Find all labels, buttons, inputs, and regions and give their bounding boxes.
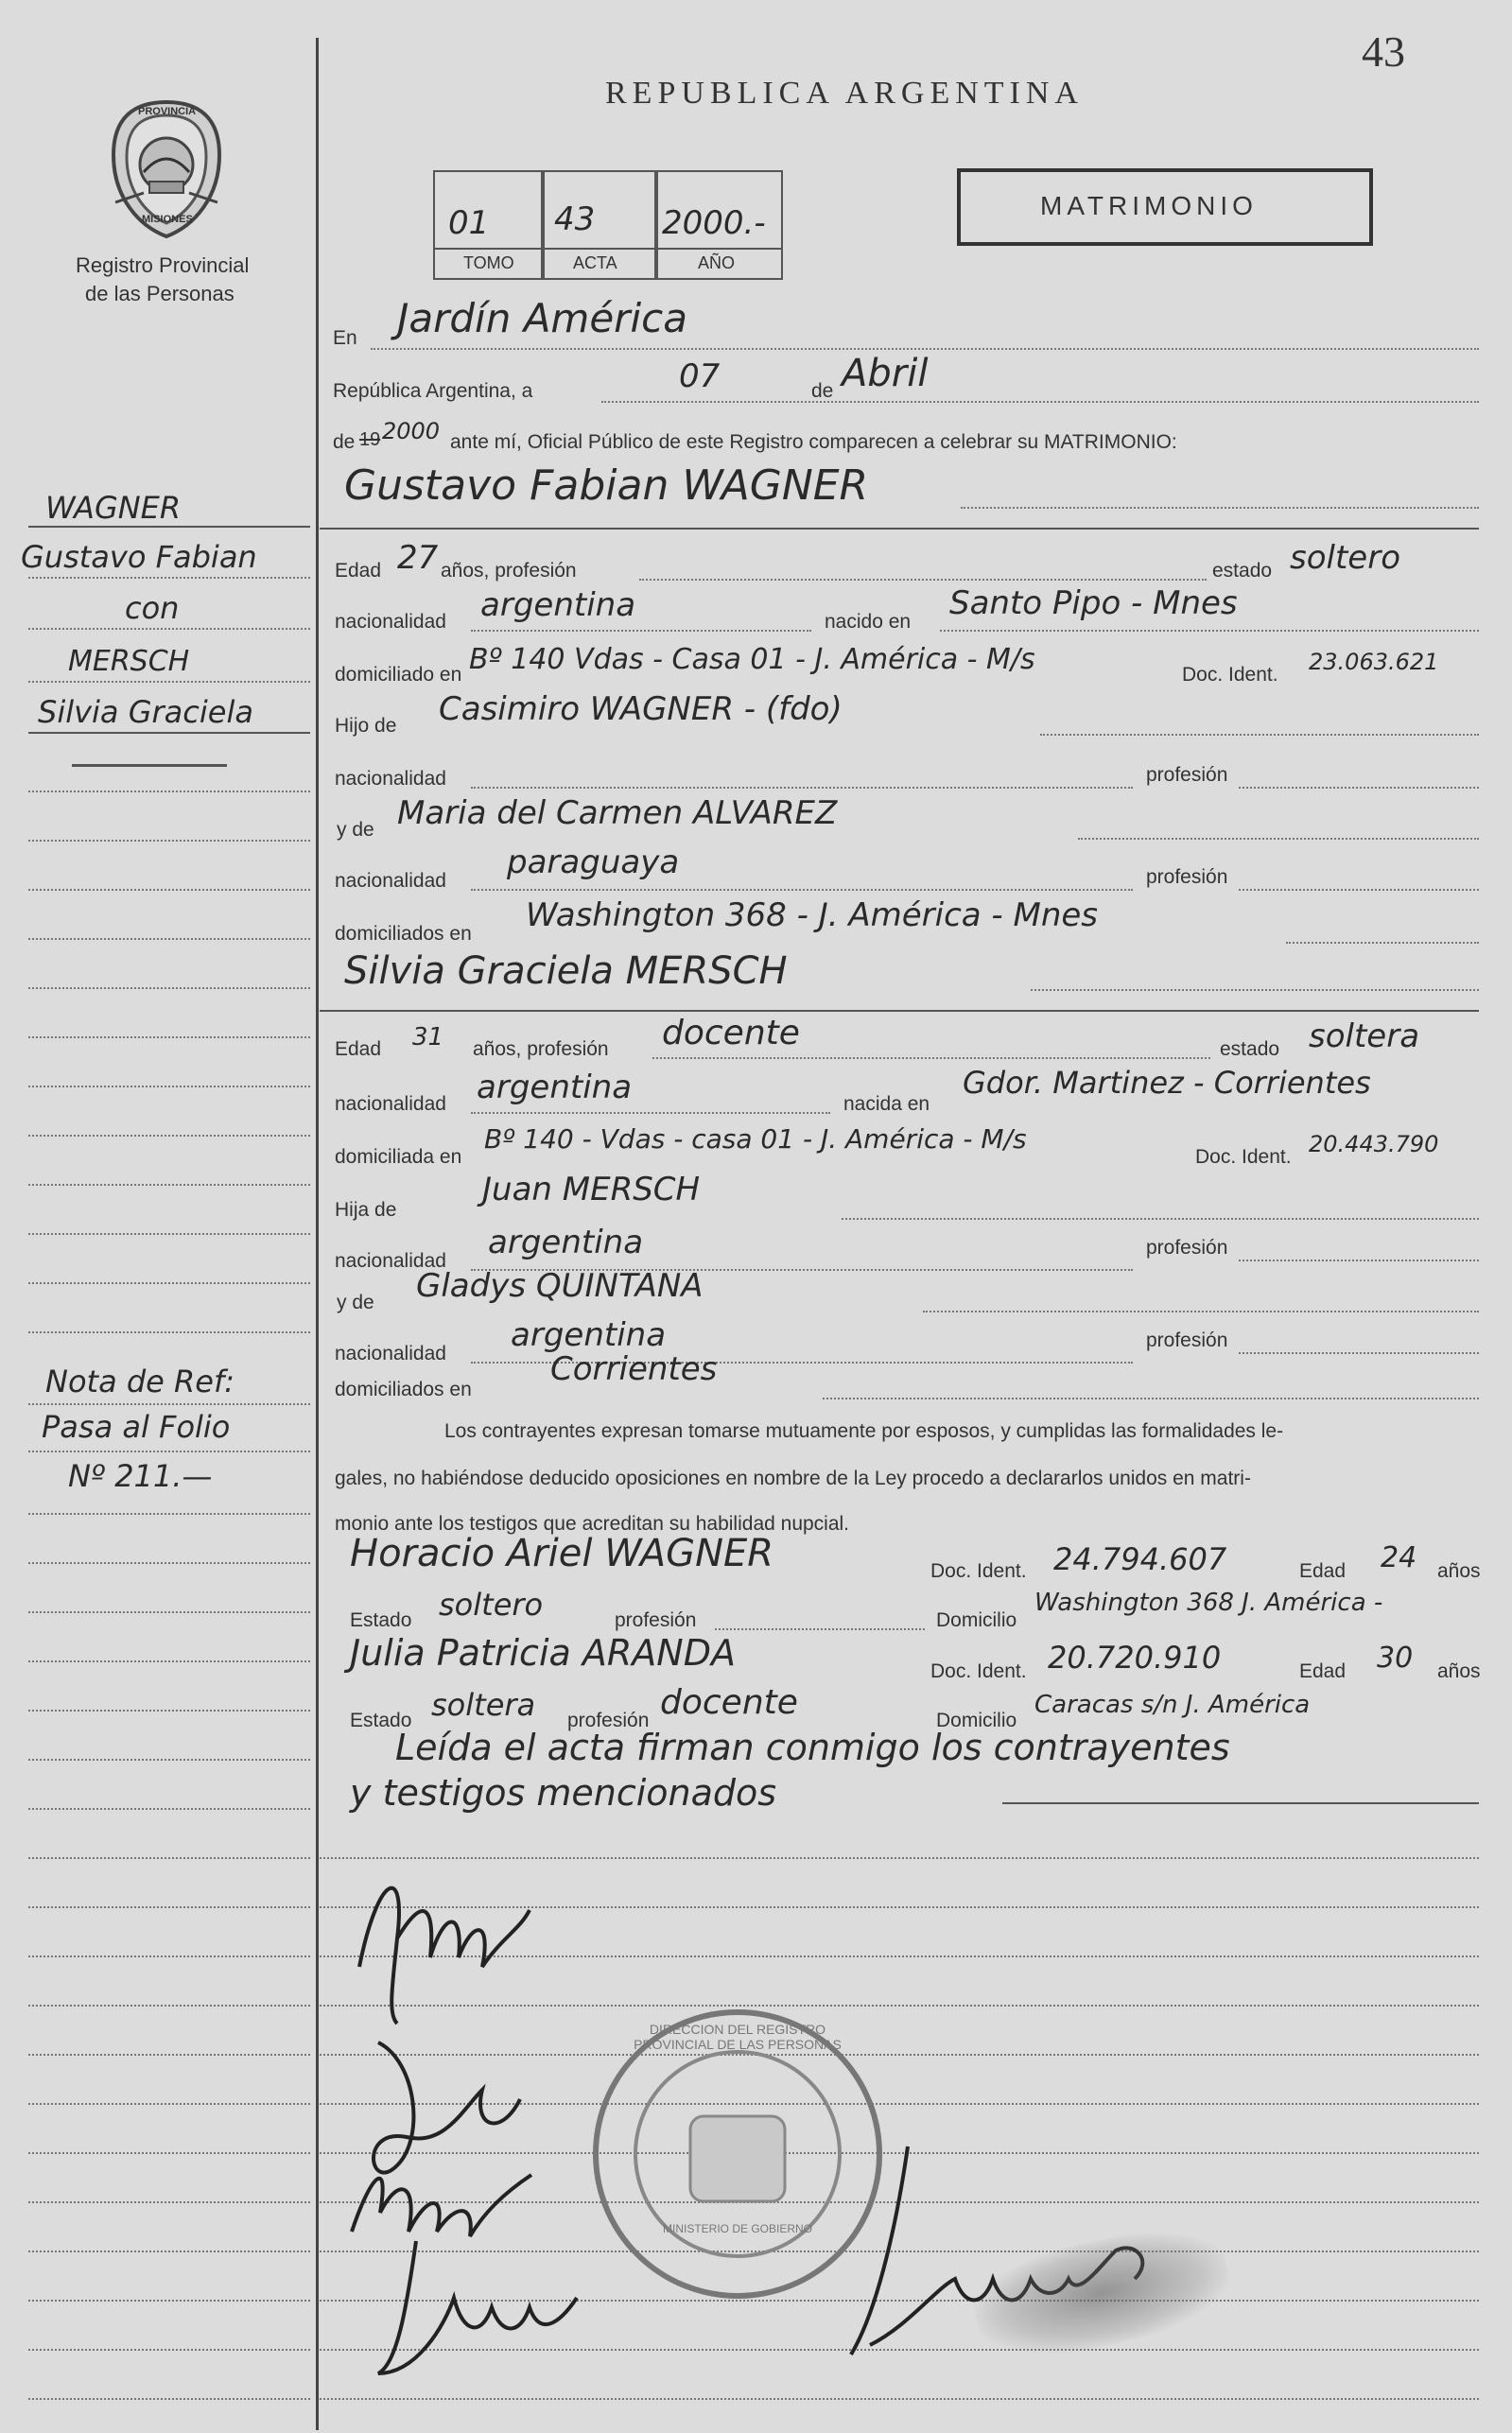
margin-bride-given: Silvia Graciela	[38, 694, 253, 730]
groom-edad-label: Edad	[335, 560, 382, 582]
witness2-edad-label: Edad	[1299, 1660, 1347, 1682]
groom-doc-label: Doc. Ident.	[1182, 664, 1278, 686]
bride-nationality: argentina	[477, 1069, 633, 1106]
witness1-address: Washington 368 J. América -	[1034, 1589, 1383, 1617]
groom-mother: Maria del Carmen ALVAREZ	[397, 794, 838, 832]
witness2-doc: 20.720.910	[1048, 1640, 1222, 1676]
groom-nationality: argentina	[480, 586, 636, 624]
witness2-doc-label: Doc. Ident.	[930, 1660, 1027, 1682]
en-label: En	[333, 327, 357, 349]
groom-name: Gustavo Fabian WAGNER	[344, 461, 869, 510]
groom-profesion-label: años, profesión	[441, 560, 577, 582]
page-number: 43	[1362, 27, 1405, 76]
signature-groom	[340, 1853, 548, 2033]
margin-note-line3: Nº 211.—	[68, 1458, 213, 1494]
provincial-seal	[106, 98, 227, 240]
bride-doc: 20.443.790	[1309, 1131, 1439, 1157]
stamp-inner-text: MINISTERIO DE GOBIERNO	[662, 2222, 812, 2235]
stamp-ring-text: DIRECCION DEL REGISTRO PROVINCIAL DE LAS PERSONAS	[634, 2022, 842, 2052]
groom-nacido-label: nacido en	[825, 611, 912, 633]
margin-note-line2: Pasa al Folio	[42, 1409, 231, 1445]
de-label: de	[811, 380, 834, 402]
groom-civil-status: soltero	[1290, 539, 1400, 577]
groom-nat-label: nacionalidad	[335, 611, 446, 633]
groom-birthplace: Santo Pipo - Mnes	[949, 584, 1238, 622]
bride-yde-label: y de	[337, 1292, 374, 1313]
margin-divider	[316, 38, 319, 2430]
bride-parents-dom-label: domiciliados en	[335, 1379, 472, 1400]
groom-parents-address: Washington 368 - J. América - Mnes	[526, 896, 1098, 934]
bride-name: Silvia Graciela MERSCH	[344, 949, 788, 993]
witness2-civil-status: soltera	[431, 1687, 536, 1723]
bride-profession: docente	[662, 1014, 800, 1052]
de2-label: de	[333, 431, 356, 453]
groom-parents-dom-label: domiciliados en	[335, 923, 472, 945]
bride-mother-nationality: argentina	[511, 1316, 667, 1354]
declaration-line1: Los contrayentes expresan tomarse mutuamente por esposos, y cumplidas las formalidades le-	[444, 1420, 1284, 1442]
bride-mother-nat-label: nacionalidad	[335, 1343, 446, 1364]
witness2-profession: docente	[660, 1683, 798, 1722]
witness1-anos-label: años	[1437, 1560, 1481, 1582]
margin-bride-surname: MERSCH	[68, 645, 190, 678]
acta-label: ACTA	[573, 253, 617, 272]
groom-father: Casimiro WAGNER - (fdo)	[439, 690, 843, 728]
day-value: 07	[679, 357, 721, 395]
bride-nacida-label: nacida en	[843, 1093, 930, 1115]
margin-connector: con	[125, 590, 180, 626]
bride-father-nationality: argentina	[488, 1224, 644, 1261]
seal-bottom-text: MISIONES	[142, 214, 193, 225]
groom-father-nat-label: nacionalidad	[335, 768, 446, 790]
registry-name-line2: de las Personas	[85, 282, 235, 305]
groom-mother-nat-label: nacionalidad	[335, 870, 446, 892]
bride-doc-label: Doc. Ident.	[1195, 1146, 1292, 1168]
witness2-name: Julia Patricia ARANDA	[350, 1632, 736, 1674]
bride-dom-label: domiciliada en	[335, 1146, 462, 1168]
groom-mother-prof-label: profesión	[1146, 866, 1228, 888]
declaration-line3: monio ante los testigos que acreditan su habilidad nupcial.	[335, 1513, 850, 1535]
bride-estado-label: estado	[1220, 1038, 1280, 1060]
witness1-profesion-label: profesión	[615, 1609, 697, 1631]
groom-dom-label: domiciliado en	[335, 664, 462, 686]
witness2-anos-label: años	[1437, 1660, 1481, 1682]
groom-yde-label: y de	[337, 819, 374, 841]
bride-civil-status: soltera	[1309, 1017, 1420, 1055]
bride-father: Juan MERSCH	[482, 1171, 701, 1208]
bride-hija-label: Hija de	[335, 1199, 397, 1221]
witness1-doc-label: Doc. Ident.	[930, 1560, 1027, 1582]
statement-text: ante mí, Oficial Público de este Registro comparecen a celebrar su MATRIMONIO:	[450, 431, 1177, 453]
witness2-domicilio-label: Domicilio	[936, 1710, 1017, 1731]
bride-mother: Gladys QUINTANA	[416, 1267, 704, 1305]
bride-parents-address: Corrientes	[550, 1350, 718, 1388]
witness1-age: 24	[1381, 1541, 1417, 1574]
declaration-line2: gales, no habiéndose deducido oposiciones en nombre de la Ley procedo a declararlos unidos en matri-	[335, 1468, 1251, 1489]
republica-label: República Argentina, a	[333, 380, 533, 402]
record-type-title: MATRIMONIO	[1040, 191, 1258, 220]
seal-top-text: PROVINCIA	[138, 106, 197, 117]
registry-name-line1: Registro Provincial	[76, 253, 250, 277]
bride-address: Bº 140 - Vdas - casa 01 - J. América - M/s	[484, 1123, 1027, 1155]
year-prefix: 19	[359, 429, 381, 450]
witness1-doc: 24.794.607	[1053, 1541, 1227, 1577]
anio-label: AÑO	[698, 253, 736, 272]
groom-age: 27	[397, 539, 439, 577]
bride-profesion-label: años, profesión	[473, 1038, 609, 1060]
bride-mother-prof-label: profesión	[1146, 1329, 1228, 1351]
bride-birthplace: Gdor. Martinez - Corrientes	[963, 1065, 1371, 1101]
witness2-address: Caracas s/n J. América	[1034, 1691, 1311, 1719]
bride-age: 31	[412, 1023, 444, 1051]
witness1-estado-label: Estado	[350, 1609, 412, 1631]
groom-father-prof-label: profesión	[1146, 764, 1228, 786]
groom-hijo-label: Hijo de	[335, 715, 397, 737]
witness2-age: 30	[1377, 1642, 1414, 1675]
closing-line2: y testigos mencionados	[350, 1772, 777, 1814]
bride-edad-label: Edad	[335, 1038, 382, 1060]
groom-doc: 23.063.621	[1309, 649, 1439, 675]
tomo-label: TOMO	[463, 253, 514, 272]
bride-father-prof-label: profesión	[1146, 1237, 1228, 1259]
bride-father-nat-label: nacionalidad	[335, 1250, 446, 1272]
witness1-edad-label: Edad	[1299, 1560, 1347, 1582]
margin-note-line1: Nota de Ref:	[45, 1364, 235, 1399]
bride-nat-label: nacionalidad	[335, 1093, 446, 1115]
margin-groom-given: Gustavo Fabian	[21, 539, 257, 575]
groom-estado-label: estado	[1212, 560, 1273, 582]
closing-line1: Leída el acta firman conmigo los contrayentes	[395, 1727, 1230, 1768]
groom-address: Bº 140 Vdas - Casa 01 - J. América - M/s	[469, 643, 1035, 676]
country-title: REPUBLICA ARGENTINA	[605, 76, 1084, 111]
witness1-domicilio-label: Domicilio	[936, 1609, 1017, 1631]
anio-value: 2000.-	[662, 204, 766, 242]
official-stamp	[586, 2003, 889, 2305]
witness1-name: Horacio Ariel WAGNER	[350, 1532, 774, 1575]
witness2-estado-label: Estado	[350, 1710, 412, 1731]
acta-value: 43	[554, 200, 596, 238]
year-value: 2000	[382, 418, 441, 444]
groom-mother-nationality: paraguaya	[507, 843, 680, 881]
signature-witness2	[359, 2232, 586, 2392]
month-value: Abril	[842, 352, 929, 395]
margin-groom-surname: WAGNER	[45, 490, 182, 526]
tomo-value: 01	[448, 204, 490, 242]
witness2-profesion-label: profesión	[567, 1710, 650, 1731]
place-value: Jardín América	[397, 295, 687, 341]
witness1-civil-status: soltero	[439, 1587, 544, 1623]
